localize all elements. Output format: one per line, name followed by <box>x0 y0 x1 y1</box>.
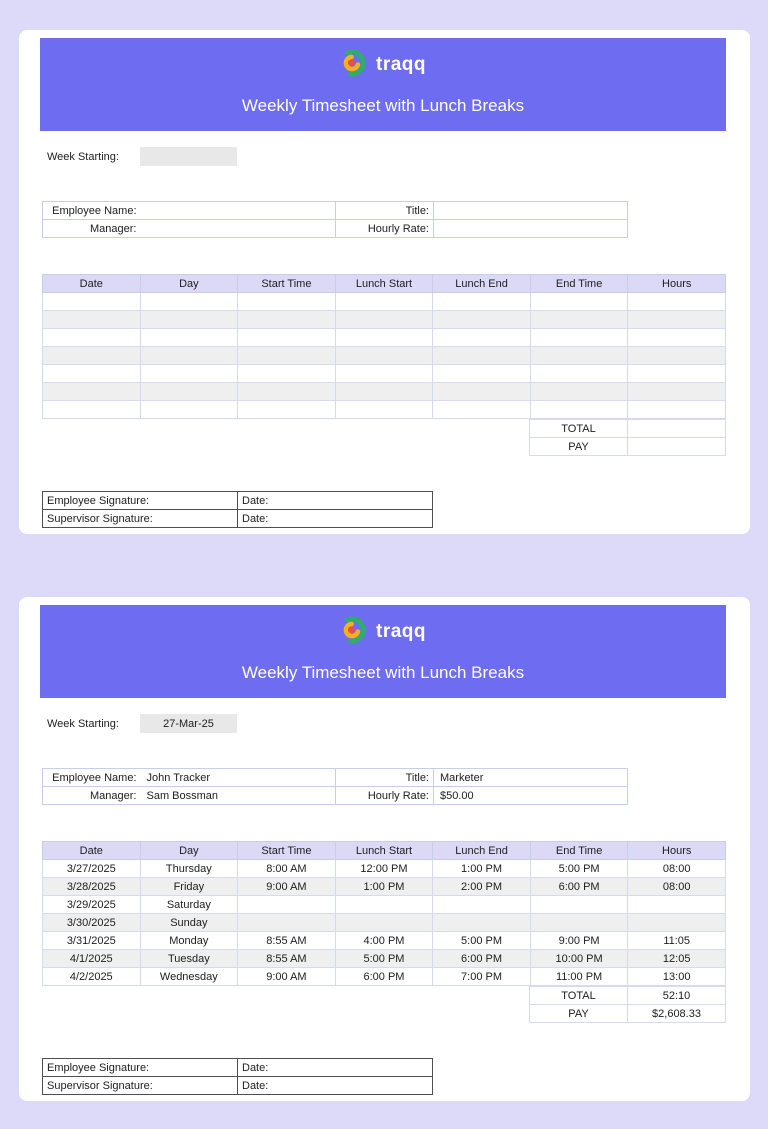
timesheet-cell[interactable] <box>530 365 628 383</box>
timesheet-cell[interactable]: 3/27/2025 <box>43 860 141 878</box>
column-header: Date <box>43 842 141 860</box>
timesheet-cell[interactable] <box>628 365 726 383</box>
timesheet-cell[interactable] <box>43 311 141 329</box>
brand <box>340 614 426 649</box>
employee-name-label: Employee Name: <box>43 769 141 787</box>
employee-info-table <box>42 768 628 805</box>
timesheet-cell[interactable]: 11:00 PM <box>530 968 628 986</box>
timesheet-cell[interactable] <box>43 365 141 383</box>
employee-info-table <box>42 201 628 238</box>
totals-section <box>42 419 726 456</box>
timesheet-cell[interactable] <box>140 365 238 383</box>
timesheet-cell[interactable]: 3/28/2025 <box>43 878 141 896</box>
sheet-title: Weekly Timesheet with Lunch Breaks <box>241 663 525 682</box>
info-row <box>43 202 628 220</box>
title-label: Title: <box>336 202 434 220</box>
timesheet-cell[interactable]: 9:00 PM <box>530 932 628 950</box>
timesheet-header-row <box>43 842 726 860</box>
timesheet-cell[interactable] <box>335 329 433 347</box>
timesheet-cell[interactable] <box>238 914 336 932</box>
column-header: End Time <box>530 842 628 860</box>
signature-table <box>42 491 433 528</box>
title-label: Title: <box>336 769 434 787</box>
timesheet-cell[interactable]: Tuesday <box>140 950 238 968</box>
timesheet-row <box>43 293 726 311</box>
timesheet-card-blank <box>19 30 750 534</box>
timesheet-cell[interactable] <box>433 383 531 401</box>
timesheet-cell[interactable] <box>238 383 336 401</box>
timesheet-row <box>43 968 726 986</box>
manager-label: Manager: <box>90 222 137 235</box>
timesheet-cell[interactable]: 08:00 <box>628 878 726 896</box>
timesheet-cell[interactable] <box>140 401 238 419</box>
timesheet-cell[interactable]: 1:00 PM <box>335 878 433 896</box>
timesheet-cell[interactable] <box>530 329 628 347</box>
timesheet-cell[interactable] <box>335 383 433 401</box>
timesheet-cell[interactable] <box>530 311 628 329</box>
timesheet-cell[interactable] <box>238 401 336 419</box>
timesheet-cell[interactable] <box>530 347 628 365</box>
timesheet-row <box>43 860 726 878</box>
timesheet-cell[interactable]: 8:00 AM <box>238 860 336 878</box>
manager-value[interactable] <box>141 220 336 238</box>
timesheet-cell[interactable]: Monday <box>140 932 238 950</box>
timesheet-row <box>43 896 726 914</box>
timesheet-row <box>43 383 726 401</box>
timesheet-cell[interactable] <box>530 914 628 932</box>
timesheet-cell[interactable] <box>238 896 336 914</box>
timesheet-header-row <box>43 275 726 293</box>
column-header: Start Time <box>238 275 336 293</box>
timesheet-row <box>43 311 726 329</box>
timesheet-cell[interactable]: 8:55 AM <box>238 950 336 968</box>
timesheet-cell[interactable] <box>238 329 336 347</box>
brand-wordmark: traqq <box>376 620 426 642</box>
totals-table <box>529 419 726 456</box>
timesheet-cell[interactable] <box>433 311 531 329</box>
title-value[interactable] <box>434 202 628 220</box>
timesheet-cell[interactable] <box>43 293 141 311</box>
timesheet-cell[interactable]: 9:00 AM <box>238 968 336 986</box>
timesheet-cell[interactable]: 7:00 PM <box>433 968 531 986</box>
timesheet-row <box>43 365 726 383</box>
manager-label: Manager: <box>90 789 137 802</box>
timesheet-cell[interactable] <box>628 347 726 365</box>
hourly-rate-value[interactable] <box>434 220 628 238</box>
info-row <box>43 787 628 805</box>
column-header: Start Time <box>238 842 336 860</box>
hourly-rate-value[interactable]: $50.00 <box>440 789 474 802</box>
week-starting-input[interactable] <box>140 147 237 166</box>
timesheet-cell[interactable]: 9:00 AM <box>238 878 336 896</box>
timesheet-cell[interactable]: 4/1/2025 <box>43 950 141 968</box>
column-header: Lunch Start <box>335 275 433 293</box>
signature-table <box>42 1058 433 1095</box>
timesheet-cell[interactable] <box>628 293 726 311</box>
banner <box>40 605 726 698</box>
timesheet-cell[interactable] <box>628 329 726 347</box>
traqq-logo-icon <box>340 613 367 651</box>
brand <box>340 47 426 82</box>
totals-section <box>42 986 726 1023</box>
timesheet-row <box>43 950 726 968</box>
column-header: Hours <box>628 275 726 293</box>
timesheet-cell[interactable]: 10:00 PM <box>530 950 628 968</box>
employee-name-value[interactable]: John Tracker <box>141 769 336 787</box>
total-value <box>628 420 726 438</box>
timesheet-cell[interactable] <box>140 293 238 311</box>
column-header: Lunch End <box>433 275 531 293</box>
supervisor-signature-date-cell[interactable]: Date: <box>238 510 433 528</box>
supervisor-signature-cell[interactable]: Supervisor Signature: <box>43 510 238 528</box>
timesheet-cell[interactable]: 5:00 PM <box>433 932 531 950</box>
column-header: End Time <box>530 275 628 293</box>
column-header: Lunch Start <box>335 842 433 860</box>
timesheet-cell[interactable] <box>140 329 238 347</box>
timesheet-cell[interactable]: 13:00 <box>628 968 726 986</box>
hourly-rate-label: Hourly Rate: <box>336 787 434 805</box>
timesheet-cell[interactable] <box>628 914 726 932</box>
employee-signature-cell[interactable]: Employee Signature: <box>43 492 238 510</box>
timesheet-cell[interactable]: 08:00 <box>628 860 726 878</box>
pay-value: $2,608.33 <box>628 1005 726 1023</box>
timesheet-cell[interactable] <box>238 293 336 311</box>
timesheet-cell[interactable]: 2:00 PM <box>433 878 531 896</box>
week-starting-label: Week Starting: <box>47 717 119 730</box>
employee-signature-date-cell[interactable]: Date: <box>238 1059 433 1077</box>
timesheet-cell[interactable] <box>433 896 531 914</box>
timesheet-cell[interactable] <box>238 347 336 365</box>
column-header: Hours <box>628 842 726 860</box>
signature-row <box>43 1059 433 1077</box>
timesheet-row <box>43 932 726 950</box>
timesheet-cell[interactable] <box>628 311 726 329</box>
timesheet-row <box>43 878 726 896</box>
total-row <box>530 420 726 438</box>
timesheet-cell[interactable] <box>335 401 433 419</box>
timesheet-cell[interactable]: Saturday <box>140 896 238 914</box>
total-row <box>530 987 726 1005</box>
timesheet-cell[interactable]: 6:00 PM <box>530 878 628 896</box>
timesheet-cell[interactable]: Wednesday <box>140 968 238 986</box>
timesheet-cell[interactable] <box>433 329 531 347</box>
timesheet-cell[interactable]: 5:00 PM <box>335 950 433 968</box>
timesheet-cell[interactable]: 3/29/2025 <box>43 896 141 914</box>
timesheet-cell[interactable] <box>335 311 433 329</box>
employee-name-value[interactable] <box>141 202 336 220</box>
info-row <box>43 220 628 238</box>
timesheet-cell[interactable]: 4/2/2025 <box>43 968 141 986</box>
timesheet-cell[interactable] <box>43 347 141 365</box>
timesheet-cell[interactable] <box>530 383 628 401</box>
column-header: Lunch End <box>433 842 531 860</box>
total-label: TOTAL <box>530 420 628 438</box>
timesheet-table <box>42 274 726 419</box>
timesheet-row <box>43 347 726 365</box>
signature-row <box>43 1077 433 1095</box>
supervisor-signature-date-cell[interactable]: Date: <box>238 1077 433 1095</box>
timesheet-cell[interactable] <box>43 383 141 401</box>
traqq-logo-icon <box>340 46 367 84</box>
week-starting-label: Week Starting: <box>47 150 119 163</box>
timesheet-cell[interactable] <box>433 365 531 383</box>
timesheet-cell[interactable]: 1:00 PM <box>433 860 531 878</box>
timesheet-cell[interactable] <box>530 401 628 419</box>
timesheet-cell[interactable] <box>433 914 531 932</box>
hourly-rate-label: Hourly Rate: <box>336 220 434 238</box>
timesheet-cell[interactable] <box>43 401 141 419</box>
timesheet-cell[interactable]: 8:55 AM <box>238 932 336 950</box>
employee-signature-date-cell[interactable]: Date: <box>238 492 433 510</box>
timesheet-cell[interactable]: 3/31/2025 <box>43 932 141 950</box>
column-header: Date <box>43 275 141 293</box>
signature-row <box>43 492 433 510</box>
signature-row <box>43 510 433 528</box>
timesheet-cell[interactable]: 3/30/2025 <box>43 914 141 932</box>
timesheet-cell[interactable]: 6:00 PM <box>433 950 531 968</box>
column-header: Day <box>140 842 238 860</box>
timesheet-cell[interactable] <box>628 383 726 401</box>
timesheet-cell[interactable]: Thursday <box>140 860 238 878</box>
timesheet-cell[interactable]: 11:05 <box>628 932 726 950</box>
timesheet-cell[interactable] <box>140 347 238 365</box>
timesheet-cell[interactable]: 12:05 <box>628 950 726 968</box>
timesheet-cell[interactable]: Friday <box>140 878 238 896</box>
supervisor-signature-cell[interactable]: Supervisor Signature: <box>43 1077 238 1095</box>
week-starting-row <box>47 714 750 733</box>
timesheet-cell[interactable] <box>335 293 433 311</box>
timesheet-cell[interactable]: 12:00 PM <box>335 860 433 878</box>
timesheet-card-filled <box>19 597 750 1101</box>
timesheet-cell[interactable] <box>433 347 531 365</box>
timesheet-cell[interactable] <box>433 401 531 419</box>
pay-label: PAY <box>530 1005 628 1023</box>
timesheet-cell[interactable] <box>43 329 141 347</box>
timesheet-cell[interactable] <box>530 293 628 311</box>
timesheet-cell[interactable] <box>140 311 238 329</box>
timesheet-cell[interactable] <box>238 365 336 383</box>
manager-value[interactable]: Sam Bossman <box>141 787 336 805</box>
timesheet-cell[interactable] <box>628 401 726 419</box>
pay-row <box>530 1005 726 1023</box>
timesheet-cell[interactable] <box>335 914 433 932</box>
timesheet-cell[interactable] <box>335 896 433 914</box>
timesheet-cell[interactable]: Sunday <box>140 914 238 932</box>
column-header: Day <box>140 275 238 293</box>
week-starting-input[interactable]: 27-Mar-25 <box>140 714 237 733</box>
timesheet-cell[interactable] <box>335 365 433 383</box>
timesheet-cell[interactable] <box>140 383 238 401</box>
timesheet-table <box>42 841 726 986</box>
title-value[interactable]: Marketer <box>434 769 628 787</box>
timesheet-cell[interactable] <box>530 896 628 914</box>
employee-signature-cell[interactable]: Employee Signature: <box>43 1059 238 1077</box>
banner <box>40 38 726 131</box>
total-value: 52:10 <box>628 987 726 1005</box>
pay-row <box>530 438 726 456</box>
pay-value <box>628 438 726 456</box>
employee-name-label: Employee Name: <box>43 202 141 220</box>
timesheet-row <box>43 329 726 347</box>
timesheet-cell[interactable]: 6:00 PM <box>335 968 433 986</box>
total-label: TOTAL <box>530 987 628 1005</box>
timesheet-row <box>43 401 726 419</box>
timesheet-cell[interactable] <box>335 347 433 365</box>
timesheet-row <box>43 914 726 932</box>
info-row <box>43 769 628 787</box>
timesheet-cell[interactable] <box>238 311 336 329</box>
timesheet-cell[interactable] <box>628 896 726 914</box>
timesheet-cell[interactable]: 5:00 PM <box>530 860 628 878</box>
totals-table <box>529 986 726 1023</box>
timesheet-cell[interactable]: 4:00 PM <box>335 932 433 950</box>
week-starting-row <box>47 147 750 166</box>
timesheet-cell[interactable] <box>433 293 531 311</box>
pay-label: PAY <box>530 438 628 456</box>
sheet-title: Weekly Timesheet with Lunch Breaks <box>241 96 525 115</box>
brand-wordmark: traqq <box>376 53 426 75</box>
